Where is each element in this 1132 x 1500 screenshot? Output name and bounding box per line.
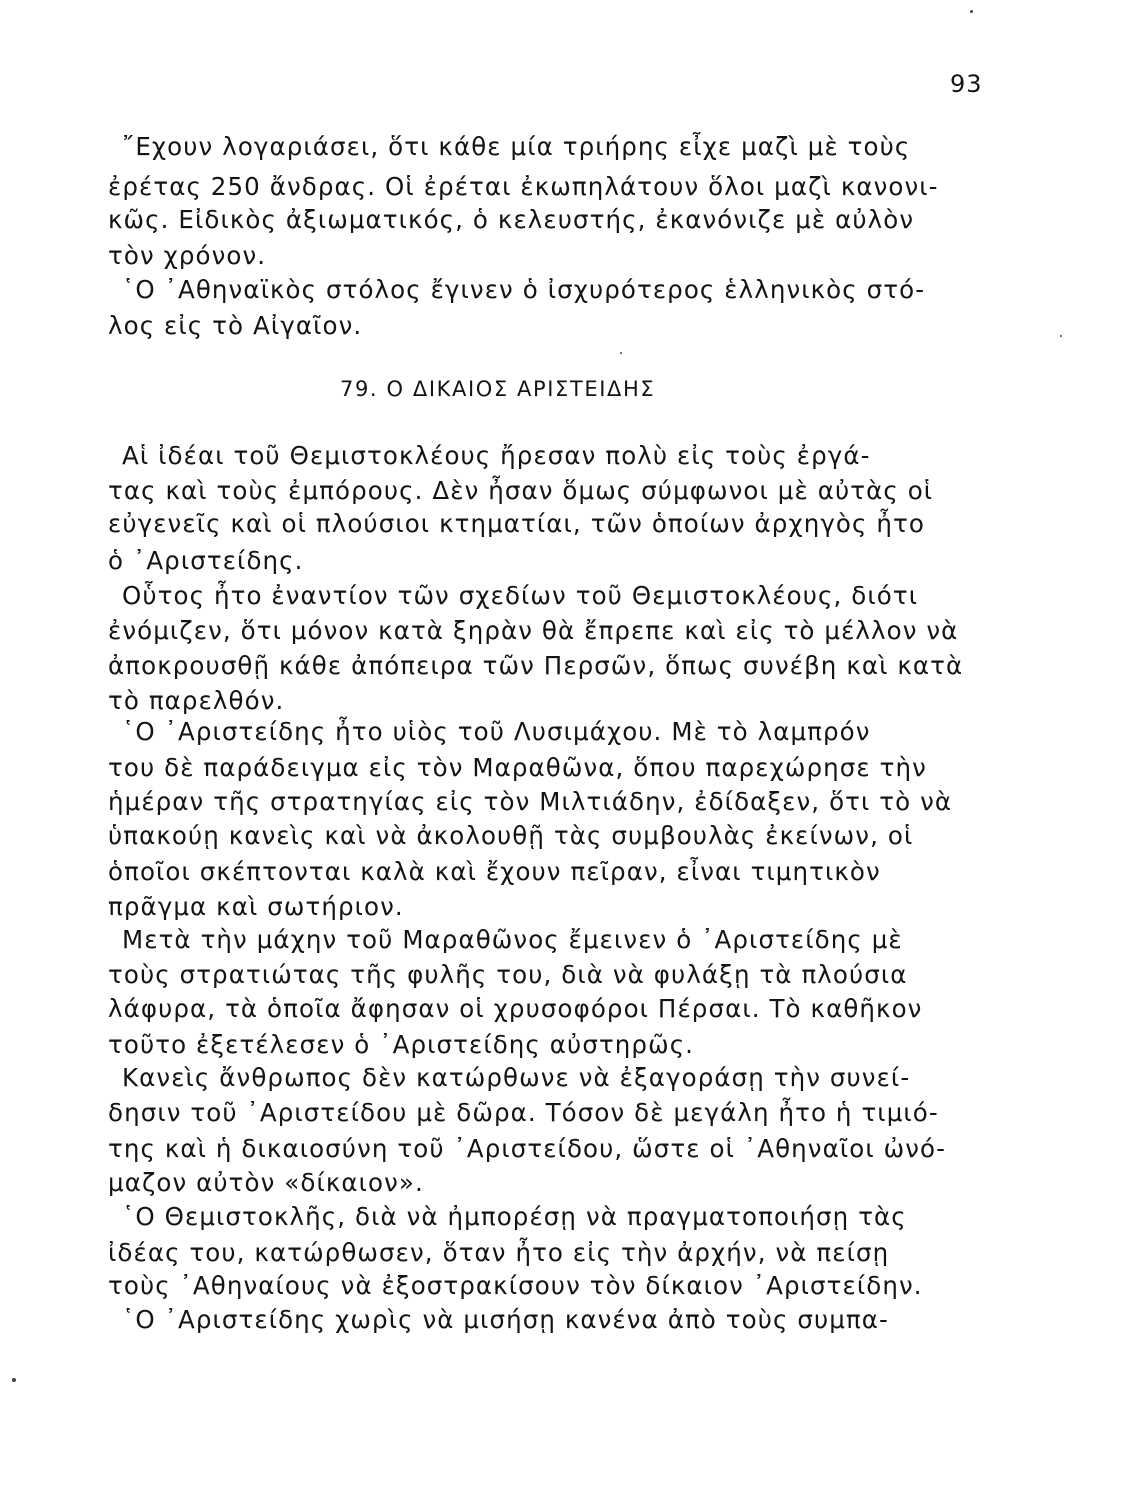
text-line: εὐγενεῖς καὶ οἱ πλούσιοι κτηματίαι, τῶν ὁποίων ἀρχηγὸς ἦτο bbox=[108, 509, 925, 538]
text-line: τας καὶ τοὺς ἐμπόρους. Δὲν ἦσαν ὅμως σύμφωνοι μὲ αὐτὰς οἱ bbox=[108, 476, 934, 505]
page-number: 93 bbox=[950, 70, 983, 98]
text-line: ῾Ο ᾿Αθηναϊκὸς στόλος ἔγινεν ὁ ἰσχυρότερος ἑλληνικὸς στό- bbox=[122, 275, 926, 304]
text-line: ὁποῖοι σκέπτονται καλὰ καὶ ἔχουν πεῖραν, εἶναι τιμητικὸν bbox=[108, 857, 881, 886]
scan-speck bbox=[12, 1378, 16, 1382]
text-line: ῾Ο ᾿Αριστείδης ἦτο υἱὸς τοῦ Λυσιμάχου. Μὲ τὸ λαμπρόν bbox=[122, 717, 871, 746]
text-line: Μετὰ τὴν μάχην τοῦ Μαραθῶνος ἔμεινεν ὁ ᾿Αριστείδης μὲ bbox=[122, 925, 903, 954]
text-line: ἐρέτας 250 ἄνδρας. Οἱ ἐρέται ἐκωπηλάτουν ὅλοι μαζὶ κανονι- bbox=[108, 172, 939, 201]
text-line: δησιν τοῦ ᾿Αριστείδου μὲ δῶρα. Τόσον δὲ μεγάλη ἦτο ἡ τιμιό- bbox=[108, 1098, 939, 1127]
text-line: Αἱ ἰδέαι τοῦ Θεμιστοκλέους ἤρεσαν πολὺ εἰς τοὺς ἐργά- bbox=[122, 441, 871, 470]
section-heading: 79. Ο ΔΙΚΑΙΟΣ ΑΡΙΣΤΕΙΔΗΣ bbox=[340, 377, 656, 401]
scan-speck bbox=[620, 352, 622, 354]
text-line: τοῦτο ἐξετέλεσεν ὁ ᾿Αριστείδης αὐστηρῶς. bbox=[108, 1030, 695, 1059]
text-line: ῾Ο ᾿Αριστείδης χωρὶς νὰ μισήσῃ κανένα ἀπὸ τοὺς συμπα- bbox=[122, 1305, 889, 1334]
text-line: τοὺς στρατιώτας τῆς φυλῆς του, διὰ νὰ φυλάξῃ τὰ πλούσια bbox=[108, 960, 908, 989]
text-line: ἀποκρουσθῇ κάθε ἀπόπειρα τῶν Περσῶν, ὅπως συνέβη καὶ κατὰ bbox=[108, 651, 964, 680]
text-line: λάφυρα, τὰ ὁποῖα ἄφησαν οἱ χρυσοφόροι Πέρσαι. Τὸ καθῆκον bbox=[108, 994, 923, 1023]
text-line: ὁ ᾿Αριστείδης. bbox=[108, 546, 304, 575]
text-line: κῶς. Εἰδικὸς ἀξιωματικός, ὁ κελευστής, ἐκανόνιζε μὲ αὐλὸν bbox=[108, 205, 915, 234]
text-line: πρᾶγμα καὶ σωτήριον. bbox=[108, 892, 404, 921]
text-line: Οὗτος ἦτο ἐναντίον τῶν σχεδίων τοῦ Θεμιστοκλέους, διότι bbox=[122, 581, 919, 610]
text-line: λος εἰς τὸ Αἰγαῖον. bbox=[108, 311, 363, 340]
text-line: Κανεὶς ἄνθρωπος δὲν κατώρθωνε νὰ ἐξαγοράσῃ τὴν συνεί- bbox=[122, 1063, 911, 1092]
text-line: ῾Ο Θεμιστοκλῆς, διὰ νὰ ἠμπορέσῃ νὰ πραγματοποιήσῃ τὰς bbox=[122, 1202, 907, 1231]
text-line: ἡμέραν τῆς στρατηγίας εἰς τὸν Μιλτιάδην, ἐδίδαξεν, ὅτι τὸ νὰ bbox=[108, 787, 953, 816]
scan-speck bbox=[1060, 335, 1062, 337]
text-line: ῎Εχουν λογαριάσει, ὅτι κάθε μία τριήρης εἶχε μαζὶ μὲ τοὺς bbox=[122, 132, 911, 161]
text-line: τοὺς ᾿Αθηναίους νὰ ἐξοστρακίσουν τὸν δίκαιον ᾿Αριστείδην. bbox=[108, 1271, 923, 1300]
text-line: ἰδέας του, κατώρθωσεν, ὅταν ἦτο εἰς τὴν ἀρχήν, νὰ πείσῃ bbox=[108, 1238, 890, 1267]
text-line: μαζον αὐτὸν «δίκαιον». bbox=[108, 1168, 424, 1197]
text-line: ἐνόμιζεν, ὅτι μόνον κατὰ ξηρὰν θὰ ἔπρεπε καὶ εἰς τὸ μέλλον νὰ bbox=[108, 616, 959, 645]
text-line: τὸν χρόνον. bbox=[108, 241, 267, 270]
text-line: τὸ παρελθόν. bbox=[108, 686, 285, 715]
text-line: ὑπακούῃ κανεὶς καὶ νὰ ἀκολουθῇ τὰς συμβουλὰς ἐκείνων, οἱ bbox=[108, 821, 914, 850]
text-line: του δὲ παράδειγμα εἰς τὸν Μαραθῶνα, ὅπου παρεχώρησε τὴν bbox=[108, 753, 927, 782]
scan-speck bbox=[970, 10, 973, 13]
text-line: της καὶ ἡ δικαιοσύνη τοῦ ᾿Αριστείδου, ὥστε οἱ ᾿Αθηναῖοι ὠνό- bbox=[108, 1134, 947, 1163]
